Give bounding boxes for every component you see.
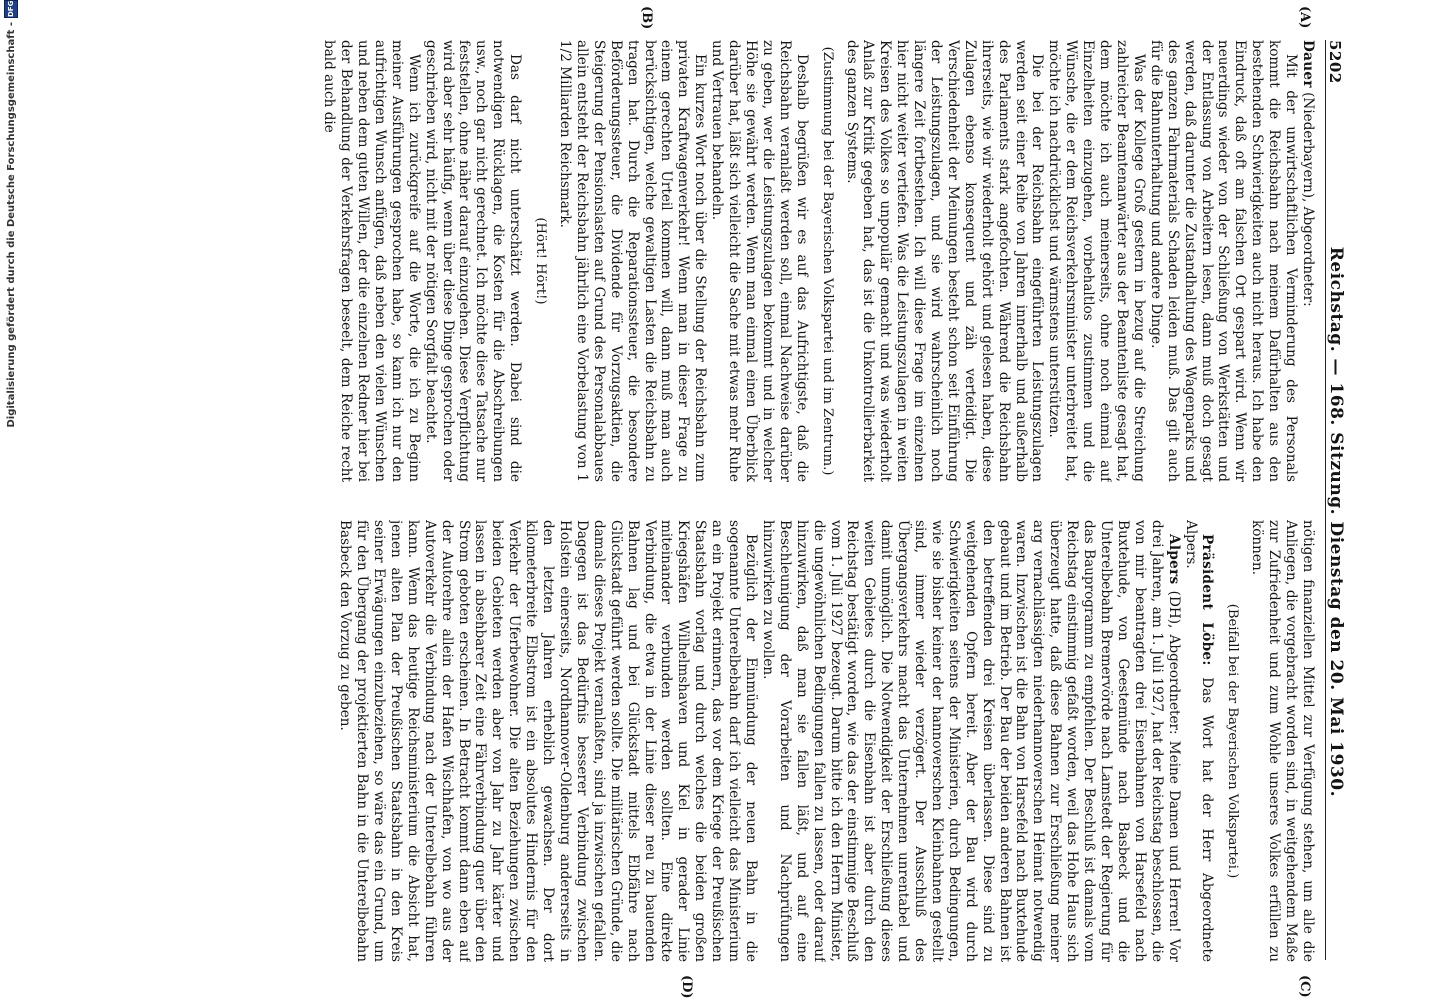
dfg-logo-icon: DFG	[4, 0, 18, 18]
margin-marker-b: (B)	[639, 6, 654, 30]
paragraph-speaker-dauer	[1299, 40, 1316, 482]
page-title: Reichstag. — 168. Sitzung. Dienstag den 20. Mai 1930.	[1326, 246, 1346, 797]
paragraph-president	[1182, 520, 1216, 962]
paragraph: Was der Kollege Groß gestern in bezug auf die Streichung zahlreicher Beamtenanwärter aus der Beamtenliste gesagt hat, dem möchte ich auch meinerseits, ohne noch einmal auf Einzelheiten einzugehen, vorbehaltlos zustimmen und die Wünsche, die er dem Reichsverkehrsminister unterbreitet hat, möchte ich nachdrücklichst und wärmstens unterstützen.	[1046, 40, 1147, 482]
speaker-name: Dauer	[1300, 40, 1316, 88]
paragraph: nötigen finanziellen Mittel zur Verfügung stehen, um alle die Anliegen, die vorgebracht worden sind, in weitgehendem Maße zur Zufriedenheit und zum Wohle unseres Volkes erfüllen zu können.	[1249, 520, 1316, 962]
speaker-party: (Niederbayern), Abgeordneter:	[1300, 87, 1316, 307]
credit-text: Digitalisierung gefördert durch die Deutsche Forschungsgemeinschaft -	[5, 22, 17, 428]
interjection: (Zustimmung bei der Bayerischen Volkspartei und im Zentrum.)	[819, 46, 835, 476]
paragraph: Ein kurzes Wort noch über die Stellung der Reichsbahn zum privaten Kraftwagenverkehr! Wenn man in dieser Frage zu einem gerechten Urteil kommen will, dann muß man auch berücksichtigen, welche gewaltigen Lasten die Reichsbahn zu tragen hat. Durch die Reparationssteuer, die besondere Beförderungssteuer, die Dividende für Vorzugsaktien, die Steigerung der Pensionslasten auf Grund des Personalabbaues allein entsteht der Reichsbahn jährlich eine Vorbelastung von 1 1/2 Milliarden Reichsmark.	[557, 40, 709, 482]
left-column	[40, 40, 1316, 482]
margin-marker-d: (D)	[679, 975, 694, 999]
interjection: (Beifall bei der Bayerischen Volkspartei.)	[1225, 603, 1241, 879]
right-column	[40, 520, 1316, 962]
paragraph-speaker-alpers	[759, 520, 1182, 962]
speaker-name: Alpers	[1165, 534, 1182, 585]
paragraph: Mit der unwirtschaftlichen Verminderung des Personals kommt die Reichsbahn nach meinem Dafürhalten aus den bestehenden Schwierigkeiten auch nicht heraus. Ich habe den Eindruck, daß oft am falschen Ort gespart wird. Wenn wir neuerdings wieder von der Schließung von Werkstätten und der Entlassung von Arbeitern lesen, dann muß doch gesagt werden, daß darunter die Zustandhaltung des Wagenparks und des ganzen Fahrmaterials Schaden leiden muß. Das gilt auch für die Bahnunterhaltung und andere Dinge.	[1147, 40, 1300, 482]
speaker-name: Präsident Löbe:	[1199, 534, 1216, 666]
margin-marker-c: (C)	[1297, 975, 1312, 998]
paragraph: Die bei der Reichsbahn eingeführten Leistungszulagen werden seit einer Reihe von Jahren innerhalb und außerhalb des Parlaments stark angefochten. Während die Reichsbahn ihrerseits, wie wir wiederholt gehört und gelesen haben, diese Zulagen ebenso konsequent und zäh verteidigt. Die Verschiedenheit der Meinungen besteht schon seit Einführung der Leistungszulagen, und sie wird wahrscheinlich noch längere Zeit fortbestehen. Ich will diese Frage im einzelnen hier nicht weiter vertiefen. Was die Leistungszulagen in weiten Kreisen des Volkes so unpopulär gemacht und was wiederholt Anlaß zur Kritik gegeben hat, das ist die Unkontrollierbarkeit des ganzen Systems.	[843, 40, 1046, 482]
margin-marker-a: (A)	[1297, 6, 1312, 29]
paragraph: Bezüglich der Einmündung der neuen Bahn in die sogenannte Unterelbebahn darf ich vielleicht das Ministerium an ein Projekt erinnern, das vor dem Kriege der Preußischen Staatsbahn vorlag und durch welches die beiden großen Kriegshäfen Wilhelmshaven und Kiel in gerader Linie miteinander verbunden werden sollten. Eine direkte Verbindung, die etwa in der Linie dieser neu zu bauenden Bahnen lag und bei Glückstadt mittels Elbfähre nach Glückstadt geführt werden sollte. Die militärischen Gründe, die damals dieses Projekt veranlaßten, sind ja inzwischen gefallen. Dagegen ist das Bedürfnis besserer Verbindung zwischen Holstein einerseits, Nordhannover-Oldenburg andererseits in den letzten Jahren erheblich gewachsen. Der dort kilometerbreite Elbstrom ist ein absolutes Hindernis für den Verkehr der Uferbewohner. Die alten Beziehungen zwischen beiden Gebieten werden aber von Jahr zu Jahr kärter und lassen in absehbarer Zeit eine Fährverbindung quer über den Strom geboten erscheinen. In Betracht kommt dann eben auf der Autorehre allein der Hafen Wischhafen, von wo aus der Autoverkehr die Verbindung nach der Unterelbebahn führen kann. Wenn das heutige Reichsministerium die Absicht hat, jenen alten Plan der Preußischen Staatsbahn in den Kreis seiner Erwägungen einzubeziehen, so wäre das ein Grund, um für den Übergang der projektierten Bahn in die Unterelbebahn Basbeck den Vorzug zu geben.	[337, 520, 759, 962]
page-number: 5202	[1326, 40, 1344, 84]
speaker-party: (DH), Abgeordneter:	[1165, 584, 1182, 735]
paragraph: Das darf nicht unterschätzt werden. Dabei sind die notwendigen Rücklagen, die Kosten für die Abschreibungen usw., noch gar nicht gerechnet. Ich möchte diese Tatsache nur feststellen, ohne näher darauf einzugehen. Diese Verpflichtung wird aber sehr häufig, wenn über diese Dinge gesprochen oder geschrieben wird, nicht mit der nötigen Sorgfalt beachtet.	[422, 40, 524, 482]
interjection: (Hört! Hört!)	[533, 217, 549, 305]
speaker-text: Meine Damen und Herren! Vor drei Jahren, am 1. Juli 1927, hat der Reichstag beschlossen, die von mir beantragten drei Eisenbahnen von Harsefeld nach Buxtehude, von Geestemünde nach Basbeck und die Unterelbebahn Bremervörde nach Lamstedt der Regierung für das Bauprogramm zu empfehlen. Der Beschluß ist damals vom Reichstag einstimmig gefaßt worden, weil das Hohe Haus sich überzeugt hatte, daß diese Bahnen zur Erschließung meiner arg vernachlässigten niederhannoverschen Heimat notwendig waren. Inzwischen ist die Bahn von Harsefeld nach Buxtehude gebaut und im Betrieb. Der Bau der beiden anderen Bahnen ist den betreffenden drei Kreisen überlassen. Diese sind zu weitgehenden Opfern bereit. Aber der Bau wird durch Schwierigkeiten seitens der Ministerien, durch Bedingungen, wie sie bisher keiner der hannoverschen Kleinbahnen gestellt sind, immer wieder verzögert. Der Ausschluß des Übergangsverkehrs macht das Unternehmen unrentabel und damit unmöglich. Die Notwendigkeit der Erschließung dieses weiten Gebietes durch die Eisenbahn ist aber durch den Reichstag bestätigt worden, wie das der einstimmige Beschluß vom 1. Juli 1927 bezeugt. Darum bitte ich den Herrn Minister, die ungewöhnlichen Bedingungen fallen zu lassen, oder darauf hinzuwirken, daß man sie fallen läßt, und auf eine Beschleunigung der Vorarbeiten und Nachprüfungen hinzuwirken zu wollen.	[759, 520, 1182, 962]
paragraph: Wenn ich zurückgreife auf die Worte, die ich zu Beginn meiner Ausführungen gesprochen habe, so kann ich nur den aufrichtigen Wunsch anfügen, daß neben den vielen Wünschen und neben dem guten Willen, der die einzelnen Redner hier bei der Behandlung der Verkehrsfragen beseelt, dem Reiche recht bald auch die	[321, 40, 422, 482]
page-header	[1325, 40, 1356, 960]
paragraph: Deshalb begrüßen wir es auf das Aufrichtigste, daß die Reichsbahn veranlaßt werden soll, einmal Nachweise darüber zu geben, wer die Leistungszulagen bekommt und in welcher Höhe sie gewährt werden. Wenn man einmal einen Überblick darüber hat, läßt sich vielleicht die Sache mit etwas mehr Ruhe und Vertrauen behandeln.	[709, 40, 810, 482]
speaker-text: Das Wort hat der Herr Abgeordnete Alpers.	[1182, 520, 1216, 962]
digitization-credit	[0, 0, 22, 1000]
